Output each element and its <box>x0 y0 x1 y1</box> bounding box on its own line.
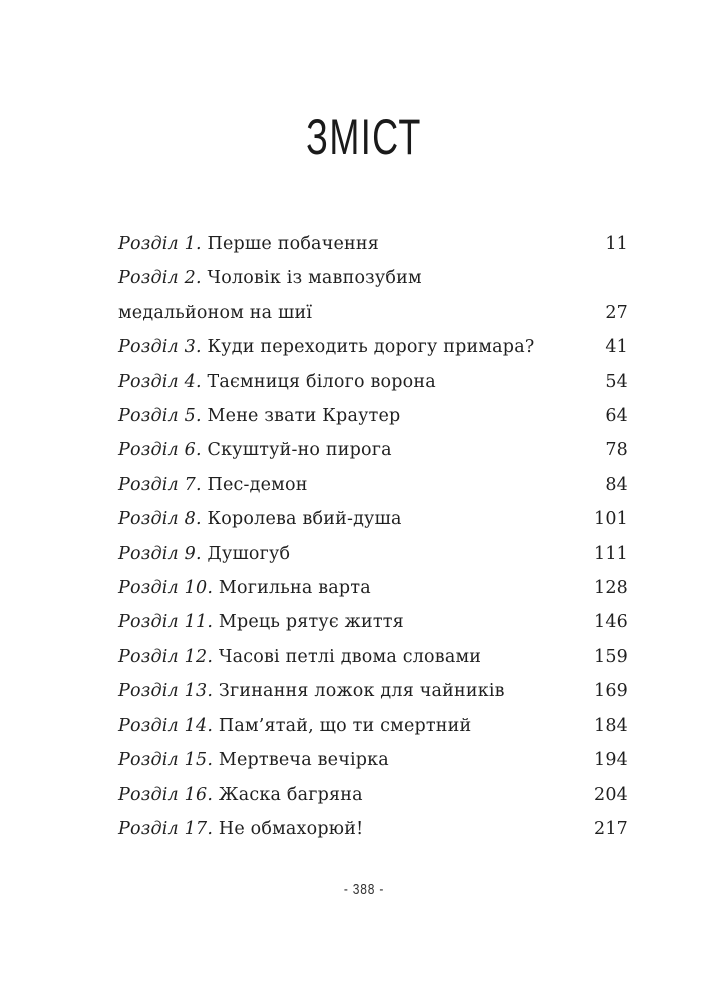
chapter-label: Розділ 8. <box>118 509 202 530</box>
toc-entry <box>118 433 628 467</box>
chapter-title: Пам’ятай, що ти смертний <box>218 715 472 736</box>
toc-entry <box>118 640 628 674</box>
page-title: ЗМІСТ <box>306 109 422 165</box>
toc-entry <box>118 227 628 261</box>
page-number: 84 <box>605 474 628 495</box>
page-number: 204 <box>593 784 628 805</box>
toc-entry <box>118 743 628 777</box>
page-number: 78 <box>605 440 628 461</box>
page-folio: - 388 - <box>343 881 385 898</box>
chapter-title: Королева вбий-душа <box>207 509 402 530</box>
chapter-title: Часові петлі двома словами <box>218 646 482 667</box>
toc-entry <box>118 365 628 399</box>
chapter-label: Розділ 14. <box>118 715 214 736</box>
page-number: 217 <box>593 818 628 839</box>
page-number: 111 <box>593 543 628 564</box>
chapter-title: Скуштуй-но пирога <box>207 440 392 461</box>
chapter-label: Розділ 1. <box>118 234 202 254</box>
chapter-label: Розділ 10. <box>118 578 214 599</box>
chapter-label: Розділ 13. <box>118 681 214 702</box>
chapter-title: Згинання ложок для чайників <box>218 681 505 702</box>
toc-entry <box>118 502 628 536</box>
chapter-label: Розділ 11. <box>118 612 214 633</box>
page-number: 159 <box>593 646 628 667</box>
chapter-label: Розділ 16. <box>118 784 214 805</box>
page-number: 27 <box>605 302 628 323</box>
chapter-label: Розділ 4. <box>118 371 202 392</box>
toc-entry <box>118 571 628 605</box>
chapter-label: Розділ 7. <box>118 474 202 495</box>
chapter-title: Могильна варта <box>218 578 371 599</box>
chapter-label: Розділ 5. <box>118 406 202 427</box>
toc-entry <box>118 468 628 502</box>
toc-entry <box>118 330 628 364</box>
page-number: 64 <box>605 406 628 427</box>
chapter-label: Розділ 2. <box>118 268 202 289</box>
toc-entry <box>118 605 628 639</box>
page-number: 54 <box>605 371 628 392</box>
page-number: 194 <box>593 750 628 771</box>
chapter-title: Мертвеча вечірка <box>218 750 389 771</box>
chapter-title: Душогуб <box>207 543 291 564</box>
chapter-title: Чоловік із мавпозубим <box>207 268 422 289</box>
chapter-title: Таємниця білого ворона <box>207 371 436 392</box>
table-of-contents <box>118 227 628 846</box>
chapter-title: Не обмахорюй! <box>218 818 364 839</box>
chapter-title: Мене звати Краутер <box>207 406 401 427</box>
page-number: 41 <box>605 337 628 358</box>
toc-entry <box>118 261 628 330</box>
toc-entry <box>118 399 628 433</box>
page-number: 169 <box>593 681 628 702</box>
toc-entry <box>118 674 628 708</box>
chapter-label: Розділ 3. <box>118 337 202 358</box>
chapter-label: Розділ 9. <box>118 543 202 564</box>
page-number: 101 <box>593 509 628 530</box>
chapter-label: Розділ 17. <box>118 818 214 839</box>
toc-entry <box>118 709 628 743</box>
page-number: 146 <box>593 612 628 633</box>
toc-entry <box>118 812 628 846</box>
chapter-title: Куди переходить дорогу примара? <box>207 337 535 358</box>
toc-entry <box>118 537 628 571</box>
chapter-title: Перше побачення <box>207 234 379 254</box>
page-number: 128 <box>593 578 628 599</box>
chapter-title: Мрець рятує життя <box>218 612 404 633</box>
chapter-title: Пес-демон <box>207 474 308 495</box>
chapter-label: Розділ 15. <box>118 750 214 771</box>
toc-entry <box>118 778 628 812</box>
page-number: 184 <box>593 715 628 736</box>
chapter-title-continued: медальйоном на шиї <box>118 302 313 323</box>
page-number: 11 <box>605 234 628 254</box>
chapter-label: Розділ 12. <box>118 646 214 667</box>
chapter-title: Жаска багряна <box>218 784 363 805</box>
chapter-label: Розділ 6. <box>118 440 202 461</box>
